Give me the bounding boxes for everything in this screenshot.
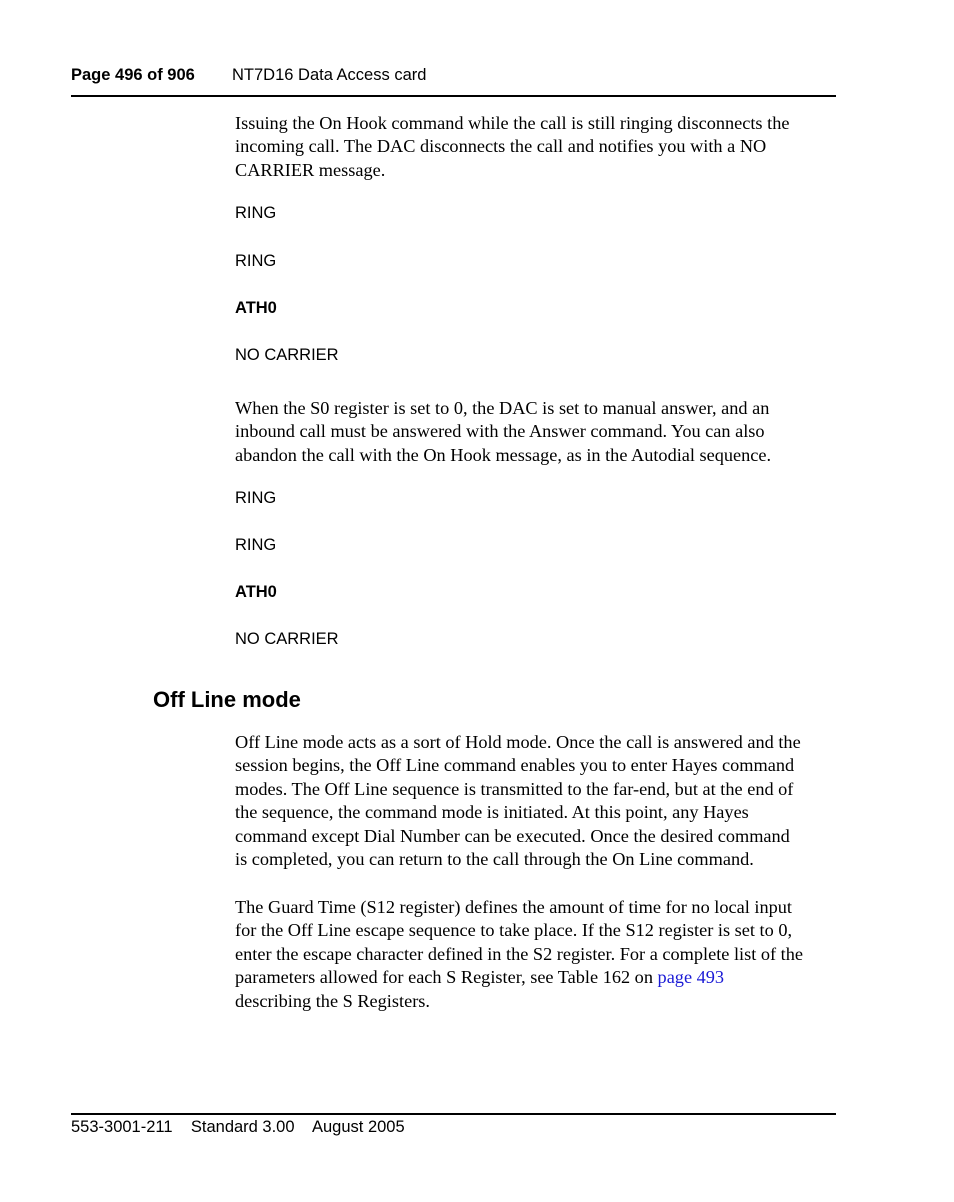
text-line: CARRIER message. (235, 159, 386, 180)
section-heading: Off Line mode (153, 687, 301, 712)
text-line: session begins, the Off Line command enables you to enter Hayes command (235, 755, 795, 776)
header-divider (71, 95, 836, 97)
code-ath0: ATH0 (235, 299, 277, 317)
text-line: command except Dial Number can be executed. Once the desired command (235, 825, 790, 846)
text-line: incoming call. The DAC disconnects the call and notifies you with a NO (235, 136, 767, 157)
text-line: Issuing the On Hook command while the call is still ringing disconnects the (235, 113, 790, 133)
document-number: 553-3001-211 (71, 1118, 173, 1136)
paragraph-off-line-mode (235, 731, 835, 871)
text-line (235, 966, 835, 989)
text-line: is completed, you can return to the call through the On Line command. (235, 849, 754, 870)
publication-date: August 2005 (311, 1118, 405, 1136)
text-line: describing the S Registers. (235, 990, 430, 1011)
standard-version: Standard 3.00 (190, 1118, 295, 1136)
code-no-carrier: NO CARRIER (235, 346, 339, 364)
page-493-link[interactable]: page 493 (657, 967, 725, 988)
text-line: for the Off Line escape sequence to take place. If the S12 register is set to 0, (235, 920, 793, 941)
text-line: Off Line mode acts as a sort of Hold mode. Once the call is answered and the (235, 732, 801, 752)
paragraph-guard-time (235, 896, 835, 1013)
paragraph-on-hook (235, 112, 835, 182)
text-line: When the S0 register is set to 0, the DAC is set to manual answer, and an (235, 398, 770, 418)
code-no-carrier: NO CARRIER (235, 630, 339, 648)
text-line: enter the escape character defined in the S2 register. For a complete list of the (235, 943, 804, 964)
paragraph-manual-answer (235, 397, 835, 467)
text-line: abandon the call with the On Hook message, as in the Autodial sequence. (235, 444, 772, 465)
text-line: inbound call must be answered with the Answer command. You can also (235, 421, 765, 442)
text-line: modes. The Off Line sequence is transmitted to the far-end, but at the end of (235, 778, 794, 799)
document-title: NT7D16 Data Access card (232, 66, 427, 84)
footer-divider (71, 1113, 836, 1115)
code-ring-2: RING (235, 536, 277, 554)
text-line: the sequence, the command mode is initiated. At this point, any Hayes (235, 802, 749, 823)
code-ath0: ATH0 (235, 583, 277, 601)
code-ring-1: RING (235, 489, 277, 507)
text-line: The Guard Time (S12 register) defines the amount of time for no local input (235, 897, 792, 917)
code-ring-1: RING (235, 204, 277, 222)
footer (71, 1118, 405, 1137)
page-number: Page 496 of 906 (71, 66, 195, 84)
text-fragment: parameters allowed for each S Register, see Table 162 on (235, 967, 658, 988)
code-ring-2: RING (235, 252, 277, 270)
